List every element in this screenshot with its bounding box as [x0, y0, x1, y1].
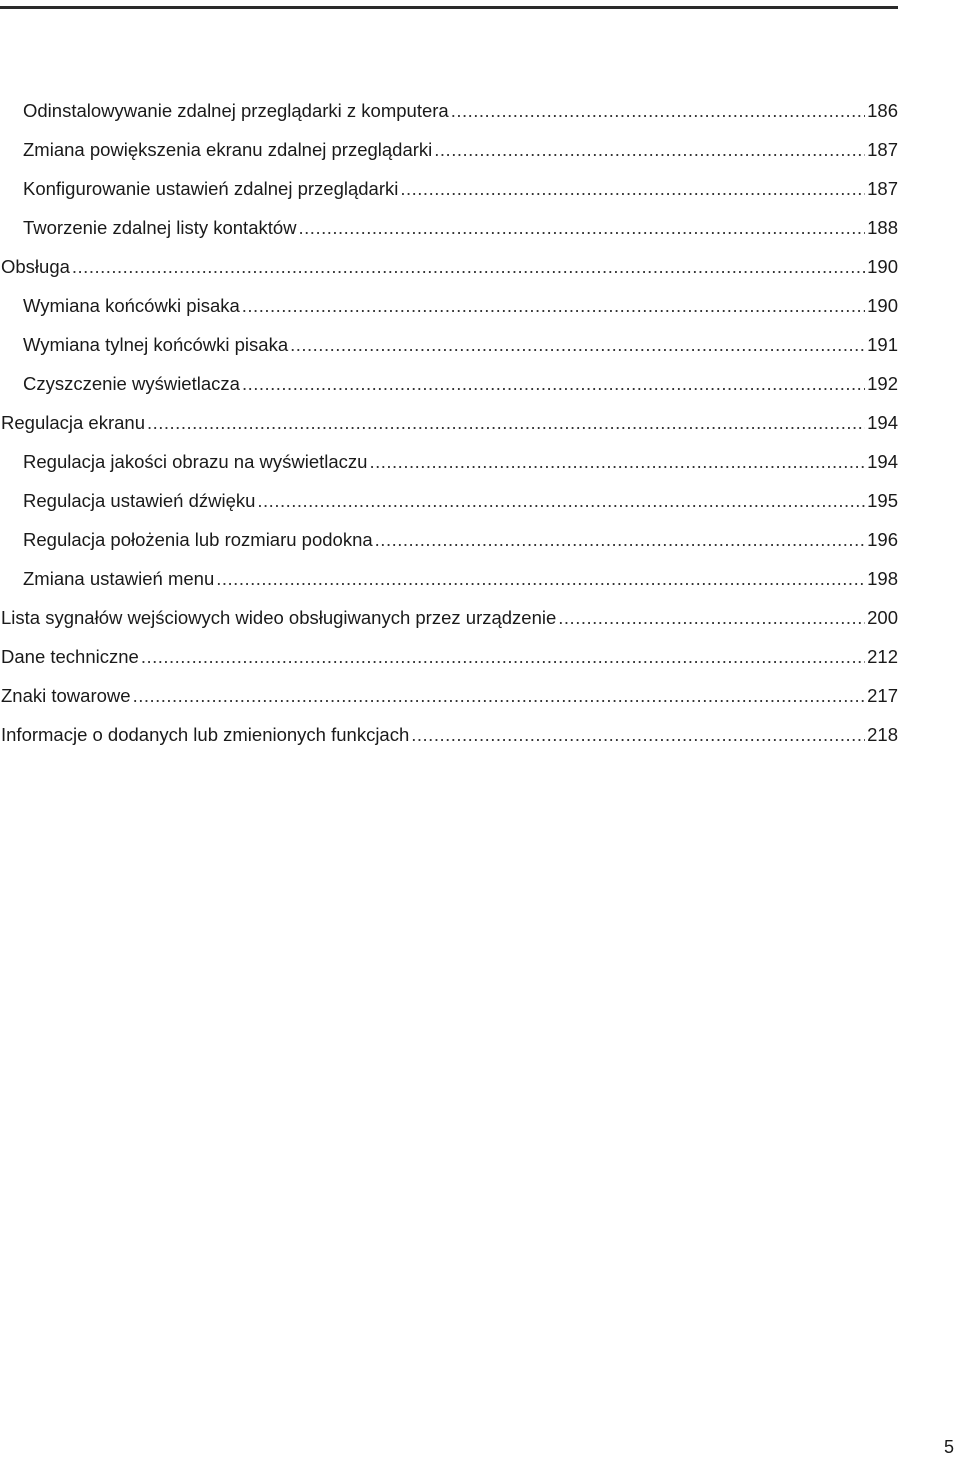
toc-entry-page: 200 [867, 607, 898, 628]
toc-entry-title: Regulacja ustawień dźwięku [23, 490, 256, 511]
toc-entry-page: 191 [867, 334, 898, 355]
toc-entry-title: Lista sygnałów wejściowych wideo obsługiwanych przez urządzenie [1, 607, 557, 628]
toc-dot-leader [242, 286, 865, 325]
toc-dot-leader [290, 325, 865, 364]
toc-dot-leader [375, 520, 865, 559]
toc-entry-page: 218 [867, 724, 898, 745]
toc-entry[interactable] [0, 364, 898, 403]
toc-entry-page: 186 [867, 100, 898, 121]
toc-entry-page: 196 [867, 529, 898, 550]
toc-entry-line [23, 91, 898, 130]
toc-entry-line [1, 676, 898, 715]
toc-entry-title: Konfigurowanie ustawień zdalnej przeglądarki [23, 178, 399, 199]
header-rule [0, 6, 898, 9]
toc-entry-line [23, 208, 898, 247]
toc-entry-page: 212 [867, 646, 898, 667]
toc-entry[interactable] [0, 676, 898, 715]
toc-entry[interactable] [0, 598, 898, 637]
toc-entry[interactable] [0, 91, 898, 130]
toc-entry-page: 192 [867, 373, 898, 394]
toc-entry-title: Wymiana końcówki pisaka [23, 295, 240, 316]
toc-entry-title: Tworzenie zdalnej listy kontaktów [23, 217, 297, 238]
toc-entry[interactable] [0, 325, 898, 364]
toc-entry-title: Czyszczenie wyświetlacza [23, 373, 240, 394]
toc-entry-page: 188 [867, 217, 898, 238]
toc-entry-line [23, 442, 898, 481]
toc-dot-leader [369, 442, 865, 481]
toc-entry-page: 217 [867, 685, 898, 706]
toc-dot-leader [242, 364, 865, 403]
toc-dot-leader [400, 169, 865, 208]
table-of-contents [0, 91, 898, 754]
toc-entry[interactable] [0, 637, 898, 676]
toc-entry-page: 195 [867, 490, 898, 511]
toc-entry-line [23, 325, 898, 364]
toc-entry-line [1, 247, 898, 286]
toc-dot-leader [411, 715, 865, 754]
toc-entry-page: 190 [867, 256, 898, 277]
toc-entry-page: 190 [867, 295, 898, 316]
toc-dot-leader [299, 208, 866, 247]
toc-entry-title: Zmiana ustawień menu [23, 568, 215, 589]
toc-entry[interactable] [0, 247, 898, 286]
toc-entry-line [1, 598, 898, 637]
toc-entry-line [23, 559, 898, 598]
toc-dot-leader [451, 91, 865, 130]
toc-entry-line [1, 637, 898, 676]
toc-entry-line [23, 130, 898, 169]
toc-entry-line [23, 286, 898, 325]
toc-dot-leader [257, 481, 865, 520]
toc-entry-title: Znaki towarowe [1, 685, 131, 706]
toc-entry[interactable] [0, 403, 898, 442]
toc-dot-leader [141, 637, 865, 676]
toc-entry-title: Wymiana tylnej końcówki pisaka [23, 334, 289, 355]
toc-entry-line [1, 715, 898, 754]
toc-entry-title: Regulacja ekranu [1, 412, 145, 433]
toc-dot-leader [147, 403, 865, 442]
toc-dot-leader [216, 559, 865, 598]
toc-entry[interactable] [0, 442, 898, 481]
toc-entry-line [23, 364, 898, 403]
toc-entry-line [1, 403, 898, 442]
toc-entry-page: 194 [867, 412, 898, 433]
toc-entry-page: 198 [867, 568, 898, 589]
toc-entry-title: Obsługa [1, 256, 70, 277]
toc-dot-leader [133, 676, 866, 715]
toc-entry-title: Zmiana powiększenia ekranu zdalnej przeglądarki [23, 139, 433, 160]
toc-entry[interactable] [0, 208, 898, 247]
toc-entry[interactable] [0, 481, 898, 520]
toc-entry[interactable] [0, 559, 898, 598]
toc-entry-title: Regulacja położenia lub rozmiaru podokna [23, 529, 373, 550]
toc-dot-leader [558, 598, 865, 637]
toc-entry-line [23, 169, 898, 208]
toc-entry[interactable] [0, 169, 898, 208]
toc-entry[interactable] [0, 520, 898, 559]
toc-entry-line [23, 481, 898, 520]
toc-entry[interactable] [0, 130, 898, 169]
toc-dot-leader [72, 247, 865, 286]
toc-entry-page: 194 [867, 451, 898, 472]
toc-entry[interactable] [0, 286, 898, 325]
page-number: 5 [943, 1437, 954, 1457]
toc-entry[interactable] [0, 715, 898, 754]
toc-entry-line [23, 520, 898, 559]
toc-entry-title: Dane techniczne [1, 646, 139, 667]
toc-entry-title: Informacje o dodanych lub zmienionych funkcjach [1, 724, 410, 745]
toc-entry-page: 187 [867, 178, 898, 199]
toc-entry-title: Odinstalowywanie zdalnej przeglądarki z komputera [23, 100, 449, 121]
toc-dot-leader [434, 130, 865, 169]
toc-entry-page: 187 [867, 139, 898, 160]
toc-entry-title: Regulacja jakości obrazu na wyświetlaczu [23, 451, 368, 472]
